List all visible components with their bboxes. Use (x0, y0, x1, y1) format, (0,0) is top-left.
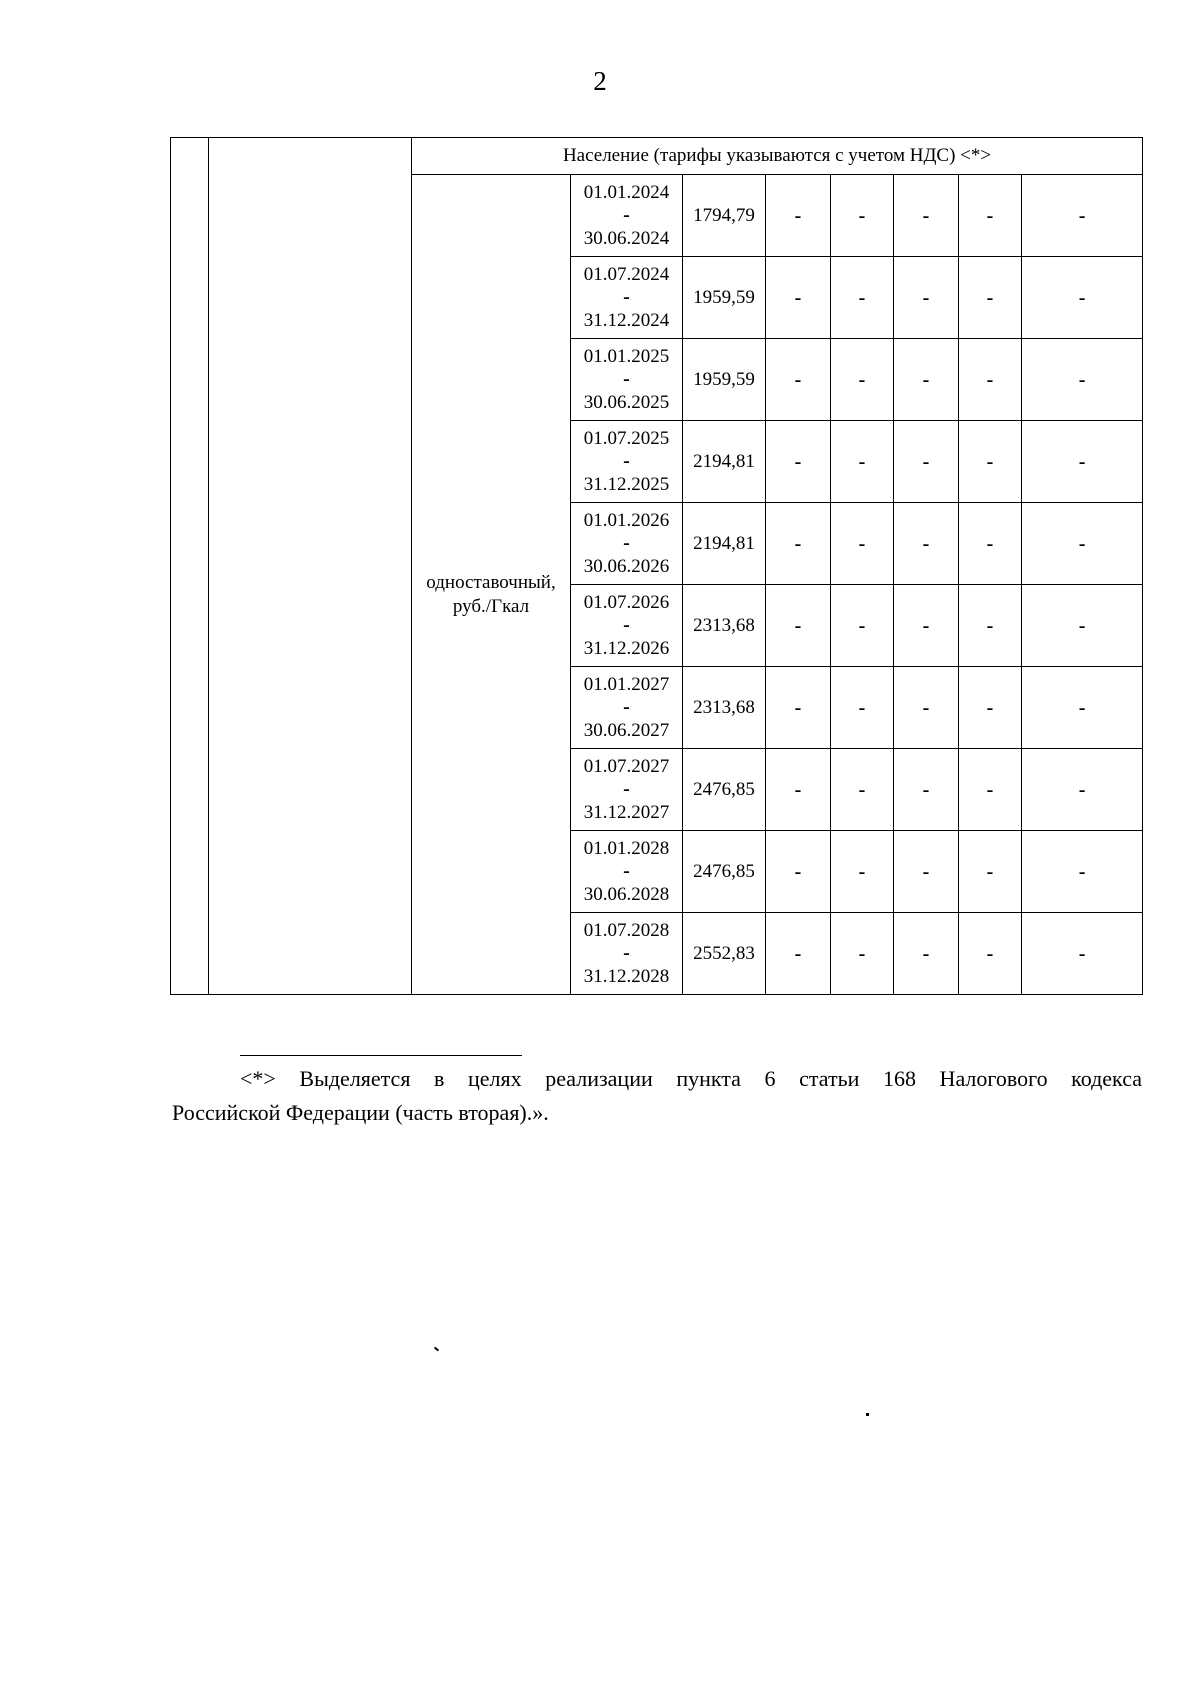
dash-cell: - (959, 257, 1022, 339)
dash-cell: - (894, 175, 959, 257)
period-sep: - (623, 368, 630, 390)
period-sep: - (623, 532, 630, 554)
empty-index-cell (171, 138, 209, 995)
dash-cell: - (1022, 257, 1143, 339)
period-start: 01.01.2027 (583, 674, 670, 695)
period-start: 01.07.2027 (583, 756, 670, 777)
dash-cell: - (831, 831, 894, 913)
period-cell (571, 339, 683, 421)
dash-cell: - (1022, 831, 1143, 913)
period-end: 31.12.2024 (583, 310, 670, 331)
dash-cell: - (1022, 585, 1143, 667)
period-end: 31.12.2027 (583, 802, 670, 823)
tariff-value-cell: 2552,83 (683, 913, 766, 995)
dash-cell: - (766, 503, 831, 585)
page-number: 2 (593, 66, 607, 96)
footnote-separator (240, 1055, 522, 1056)
dash-cell: - (894, 339, 959, 421)
footnote-line-1: <*> Выделяется в целях реализации пункта 6 статьи 168 Налогового кодекса (240, 1066, 1142, 1091)
dash-cell: - (766, 667, 831, 749)
period-sep: - (623, 696, 630, 718)
dash-cell: - (894, 257, 959, 339)
period-end: 30.06.2025 (583, 392, 670, 413)
dash-cell: - (959, 175, 1022, 257)
footnote (172, 1062, 1142, 1130)
dash-cell: - (959, 667, 1022, 749)
period-start: 01.01.2028 (583, 838, 670, 859)
period-sep: - (623, 450, 630, 472)
dash-cell: - (1022, 175, 1143, 257)
dash-cell: - (766, 175, 831, 257)
dash-cell: - (1022, 339, 1143, 421)
dash-cell: - (1022, 667, 1143, 749)
dash-cell: - (959, 421, 1022, 503)
dash-cell: - (831, 667, 894, 749)
dash-cell: - (894, 749, 959, 831)
tariff-value-cell: 1959,59 (683, 339, 766, 421)
dash-cell: - (831, 339, 894, 421)
period-cell (571, 503, 683, 585)
dash-cell: - (766, 339, 831, 421)
period-start: 01.07.2028 (583, 920, 670, 941)
dash-cell: - (766, 913, 831, 995)
period-sep: - (623, 614, 630, 636)
dash-cell: - (959, 913, 1022, 995)
dash-cell: - (831, 175, 894, 257)
dash-cell: - (894, 913, 959, 995)
period-end: 30.06.2024 (583, 228, 670, 249)
tariff-value-cell: 2194,81 (683, 421, 766, 503)
dash-cell: - (766, 749, 831, 831)
dash-cell: - (894, 421, 959, 503)
tariff-table (170, 137, 1143, 995)
dash-cell: - (1022, 503, 1143, 585)
period-cell (571, 175, 683, 257)
scan-speck (434, 1347, 439, 1352)
dash-cell: - (959, 339, 1022, 421)
tariff-type-cell: одноставочный, руб./Гкал (412, 175, 571, 995)
dash-cell: - (831, 503, 894, 585)
dash-cell: - (831, 913, 894, 995)
dash-cell: - (831, 421, 894, 503)
dash-cell: - (766, 585, 831, 667)
scan-speck (866, 1413, 869, 1416)
period-end: 31.12.2028 (583, 966, 670, 987)
period-end: 31.12.2025 (583, 474, 670, 495)
dash-cell: - (894, 585, 959, 667)
dash-cell: - (831, 257, 894, 339)
period-cell (571, 831, 683, 913)
tariff-value-cell: 2313,68 (683, 585, 766, 667)
dash-cell: - (831, 585, 894, 667)
group-header: Население (тарифы указываются с учетом НДС) <*> (412, 138, 1143, 175)
period-cell (571, 749, 683, 831)
tariff-value-cell: 2194,81 (683, 503, 766, 585)
dash-cell: - (766, 421, 831, 503)
dash-cell: - (766, 831, 831, 913)
dash-cell: - (766, 257, 831, 339)
dash-cell: - (831, 749, 894, 831)
period-sep: - (623, 778, 630, 800)
period-end: 30.06.2027 (583, 720, 670, 741)
tariff-value-cell: 1794,79 (683, 175, 766, 257)
period-cell (571, 421, 683, 503)
empty-name-cell (209, 138, 412, 995)
period-sep: - (623, 286, 630, 308)
dash-cell: - (1022, 421, 1143, 503)
period-start: 01.07.2025 (583, 428, 670, 449)
period-sep: - (623, 942, 630, 964)
period-end: 30.06.2028 (583, 884, 670, 905)
tariff-value-cell: 2476,85 (683, 749, 766, 831)
period-sep: - (623, 204, 630, 226)
tariff-value-cell: 2313,68 (683, 667, 766, 749)
dash-cell: - (894, 503, 959, 585)
dash-cell: - (1022, 913, 1143, 995)
period-cell (571, 585, 683, 667)
period-sep: - (623, 860, 630, 882)
dash-cell: - (959, 585, 1022, 667)
tariff-value-cell: 2476,85 (683, 831, 766, 913)
footnote-line-2: Российской Федерации (часть вторая).». (172, 1100, 549, 1125)
period-end: 31.12.2026 (583, 638, 670, 659)
period-start: 01.07.2026 (583, 592, 670, 613)
dash-cell: - (894, 831, 959, 913)
period-end: 30.06.2026 (583, 556, 670, 577)
period-cell (571, 913, 683, 995)
dash-cell: - (959, 749, 1022, 831)
period-cell (571, 667, 683, 749)
dash-cell: - (1022, 749, 1143, 831)
dash-cell: - (959, 831, 1022, 913)
dash-cell: - (894, 667, 959, 749)
period-start: 01.07.2024 (583, 264, 670, 285)
period-cell (571, 257, 683, 339)
period-start: 01.01.2026 (583, 510, 670, 531)
tariff-value-cell: 1959,59 (683, 257, 766, 339)
dash-cell: - (959, 503, 1022, 585)
period-start: 01.01.2025 (583, 346, 670, 367)
period-start: 01.01.2024 (583, 182, 670, 203)
group-header-row (171, 138, 1143, 175)
